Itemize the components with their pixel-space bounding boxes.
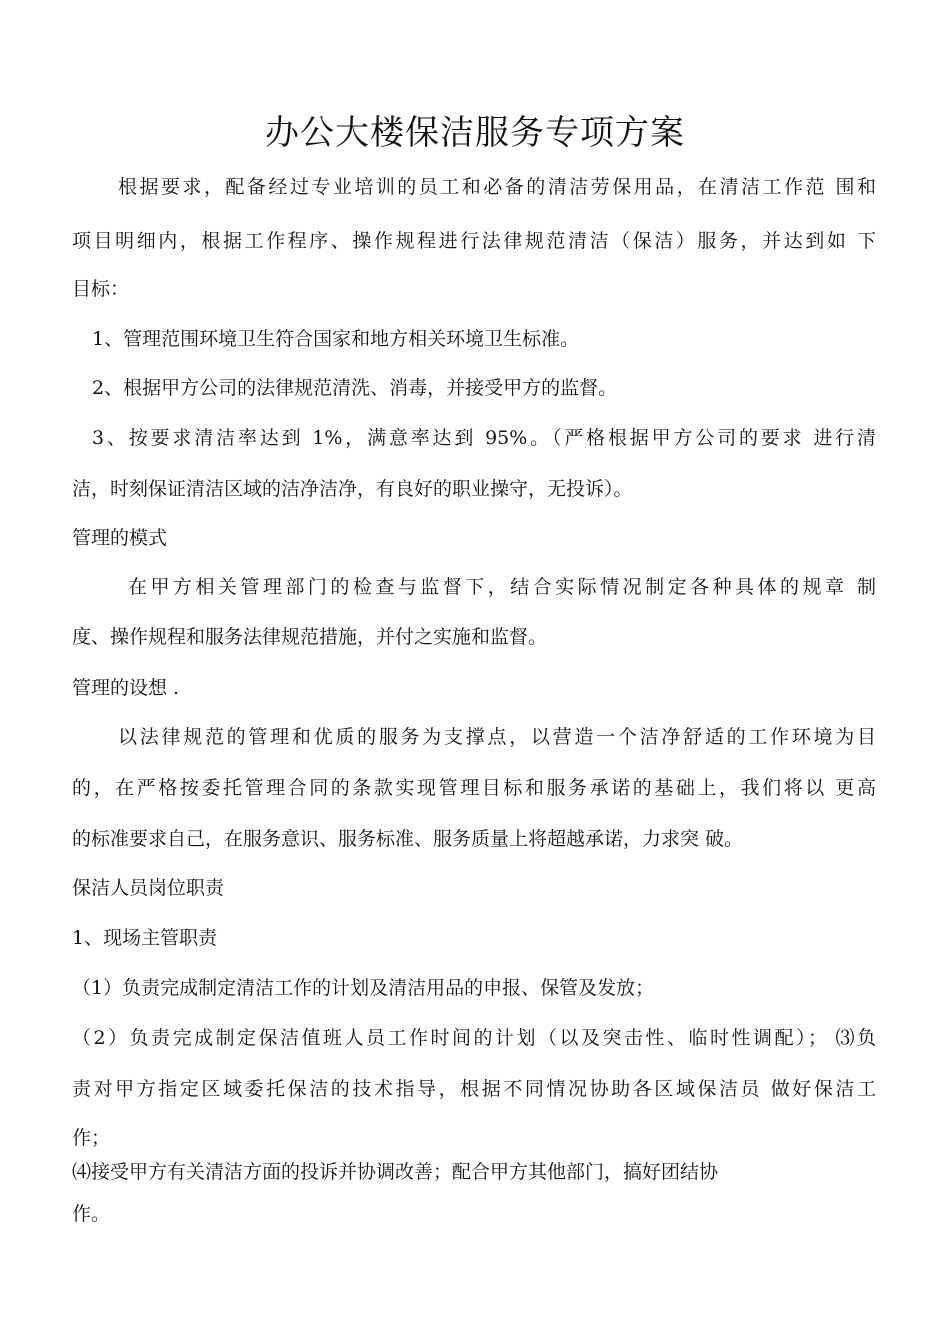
section-heading: 管理的模式: [72, 527, 168, 549]
list-item: （2）负责完成制定保洁值班人员工作时间的计划（以及突击性、临时性调配）； ⑶负: [72, 1027, 876, 1049]
paragraph-line: 目标：: [72, 278, 130, 300]
subsection-heading: 1、现场主管职责: [72, 927, 218, 949]
list-item-continuation: 作。: [72, 1203, 111, 1225]
list-item: 3、按要求清洁率达到 1%，满意率达到 95%。（严格根据甲方公司的要求 进行清: [92, 427, 876, 449]
paragraph-line: 的标准要求自己，在服务意识、服务标准、服务质量上将超越承诺，力求突 破。: [72, 828, 744, 850]
document-title: 办公大楼保洁服务专项方案: [265, 113, 685, 153]
list-item: 2、根据甲方公司的法律规范清洗、消毒，并接受甲方的监督。: [92, 377, 618, 399]
list-item-continuation: 作；: [72, 1127, 111, 1149]
paragraph-line: 的，在严格按委托管理合同的条款实现管理目标和服务承诺的基础上，我们将以 更高: [72, 777, 876, 799]
list-item: （1）负责完成制定清洁工作的计划及清洁用品的申报、保管及发放；: [72, 977, 655, 999]
list-item-continuation: 洁，时刻保证清洁区域的洁净洁净，有良好的职业操守，无投诉）。: [72, 478, 633, 500]
paragraph-line: 项目明细内，根据工作程序、操作规程进行法律规范清洁（保洁）服务，并达到如 下: [72, 230, 876, 252]
section-heading: 保洁人员岗位职责: [72, 877, 225, 899]
paragraph-line: 在甲方相关管理部门的检查与监督下，结合实际情况制定各种具体的规章 制: [128, 576, 876, 598]
paragraph-line: 度、操作规程和服务法律规范措施，并付之实施和监督。: [72, 626, 548, 648]
paragraph-line: 根据要求，配备经过专业培训的员工和必备的清洁劳保用品，在清洁工作范 围和: [118, 176, 876, 198]
list-item-continuation: 责对甲方指定区域委托保洁的技术指导，根据不同情况协助各区域保洁员 做好保洁工: [72, 1078, 876, 1100]
list-item: ⑷接受甲方有关清洁方面的投诉并协调改善；配合甲方其他部门，搞好团结协: [72, 1161, 719, 1183]
section-heading: 管理的设想 .: [72, 677, 180, 699]
list-item: 1、管理范围环境卫生符合国家和地方相关环境卫生标准。: [92, 328, 580, 350]
paragraph-line: 以法律规范的管理和优质的服务为支撑点，以营造一个洁净舒适的工作环境为目: [118, 726, 876, 748]
